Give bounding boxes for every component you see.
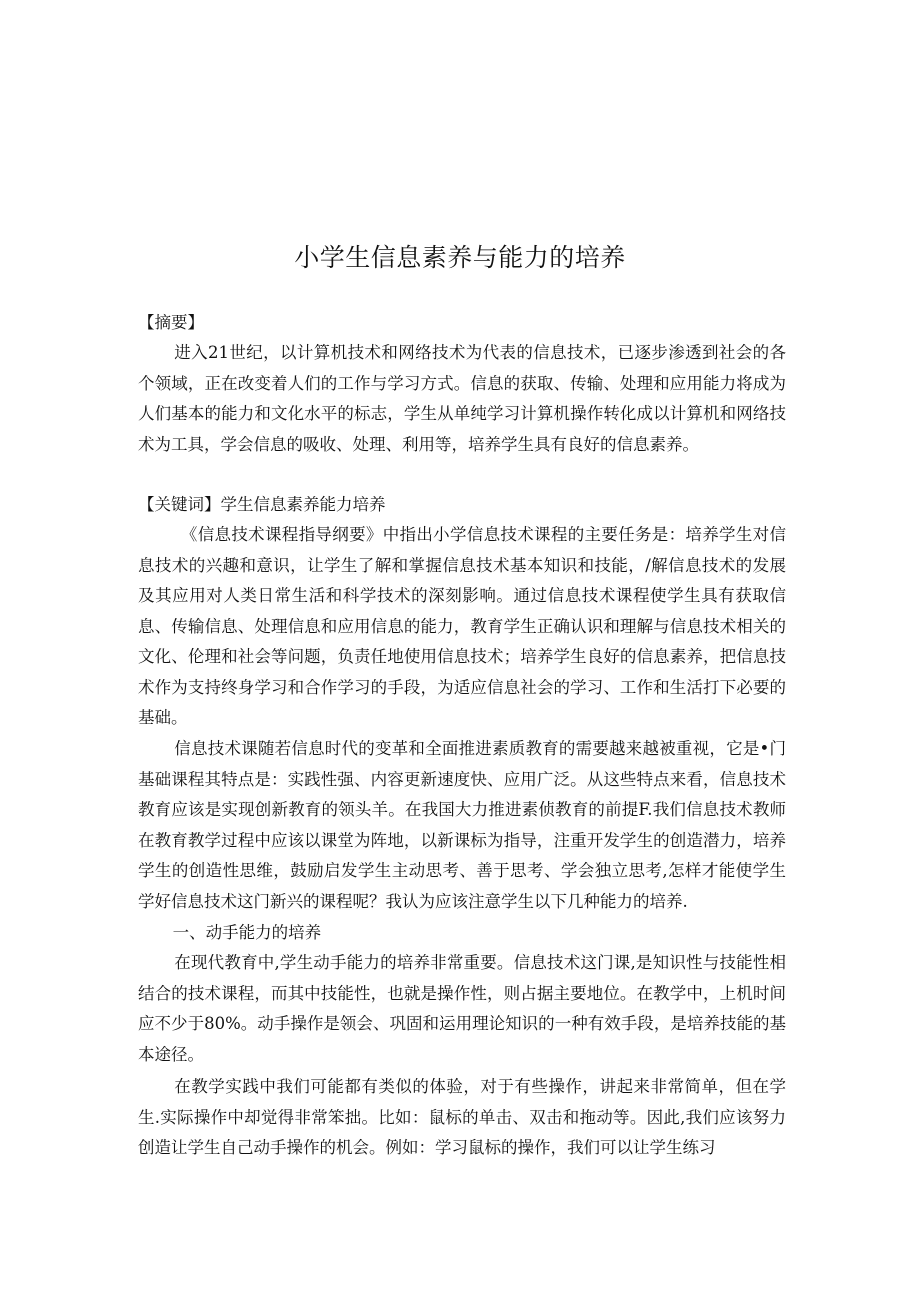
keywords-line: 【关键词】学生信息素养能力培养 bbox=[138, 495, 386, 514]
abstract-text: 进入21世纪，以计算机技术和网络技术为代表的信息技术，已逐步渗透到社会的各个领域，正在改变着人们的工作与学习方式。信息的获取、传输、处理和应用能力将成为人们基本的能力和文化水平的标志，学生从单纯学习计算机操作转化成以计算机和网络技术为工具，学会信息的吸收、处理、利用等，培养学生具有良好的信息素养。 bbox=[138, 343, 786, 454]
body-paragraph: 信息技术课随若信息时代的变革和全面推进素质教育的需要越来越被重视，它是•门基础课程其特点是：实践性强、内容更新速度快、应用广泛。从这些特点来看，信息技术教育应该是实现创新教育的领头羊。在我国大力推进素侦教育的前提F.我们信息技术教师在教育教学过程中应该以课堂为阵地，以新课标为指导，注重开发学生的创造潜力，培养学生的创造性思维，鼓励启发学生主动思考、善于思考、学会独立思考,怎样才能使学生学好信息技术这门新兴的课程呢？我认为应该注意学生以下几种能力的培养. bbox=[138, 739, 786, 911]
abstract-label: 【摘要】 bbox=[138, 313, 204, 332]
document-title: 小学生信息素养与能力的培养 bbox=[294, 243, 626, 272]
section-paragraph: 在现代教育中,学生动手能力的培养非常重要。信息技术这门课,是知识性与技能性相结合的技术课程，而其中技能性，也就是操作性，则占据主要地位。在教学中，上机时间应不少于80%。动手操作是领会、巩固和运用理论知识的一种有效手段，是培养技能的基本途径。 bbox=[138, 953, 786, 1064]
body-paragraph: 《信息技术课程指导纲要》中指出小学信息技术课程的主要任务是：培养学生对信息技术的兴趣和意识，让学生了解和掌握信息技术基本知识和技能，/解信息技术的发展及其应用对人类日常生活和科学技术的深刻影响。通过信息技术课程使学生具有获取信息、传输信息、处理信息和应用信息的能力，教育学生正确认识和理解与信息技术相关的文化、伦理和社会等问题，负责任地使用信息技术；培养学生良好的信息素养，把信息技术作为支持终身学习和合作学习的手段，为适应信息社会的学习、工作和生活打下必要的基础。 bbox=[138, 525, 786, 727]
section-heading: 一、动手能力的培养 bbox=[172, 923, 322, 942]
section-paragraph: 在教学实践中我们可能都有类似的体验，对于有些操作，讲起来非常简单，但在学生.实际操作中却觉得非常笨拙。比如：鼠标的单击、双击和拖动等。因此,我们应该努力创造让学生自己动手操作的机会。例如：学习鼠标的操作，我们可以让学生练习 bbox=[138, 1077, 786, 1157]
